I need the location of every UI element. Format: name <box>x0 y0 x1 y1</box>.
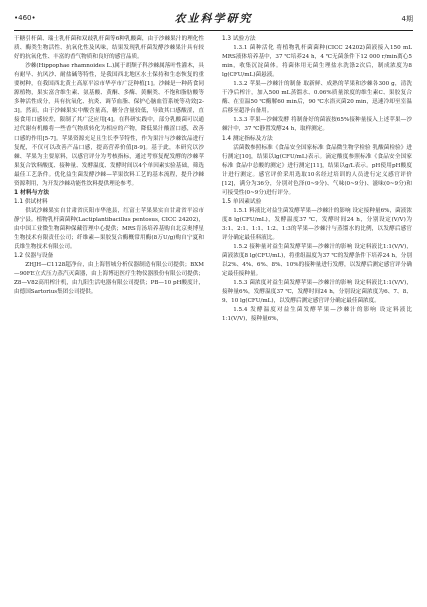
section-heading: 1 材料与方法 <box>14 189 50 196</box>
body-paragraph: 1.3.1 菌种活化 将植物乳杆菌菌种(CICC 24202)菌液接入150 mL MRS液体培养基中，37 ℃培养24 h，4 ℃无菌条件下12 000 r/min离心5 min，收集沉淀菌体。将菌体用无菌生理盐水洗涤2次后，制成浓度为8 lg(CFU/mL)菌悬液。 <box>222 45 412 79</box>
body-paragraph: 1.5.4 发酵温度对益生菌发酵苹果—沙棘汁的影响 设定料液比1:1(V/V)，接种量6%， <box>222 307 412 323</box>
subsection-heading: 1.2 仪器与设备 <box>14 253 54 260</box>
body-paragraph: 干糖引杆菌、瑞士乳杆菌和双歧乳杆菌等6种乳酸菌，由于沙棘果汁的理化性质、酶类生物活性、抗氧化性及风味，结果发现乳杆菌发酵沙棘果汁具有较好的抗氧化性、丰富的香气物质和良好的感官品质。 <box>14 36 204 61</box>
journal-title: 农业科学研究 <box>174 12 253 25</box>
body-paragraph: 活菌数参照标准《食品安全国家标准 食品微生物学检验 乳酸菌检验》进行测定[10]，结果以lg(CFU/mL)表示。滴定酸度参照标准《食品安全国家标准 食品中总酸的测定》进行测定[11]，结果以g/L表示。pH使用pH酸度计进行测定。感官评价采用选取10名经过培训的人员进行定义感官评价[12]，满分为36分，分别对色泽(0~9分)、气味(0~9分)、滋味(0~9分)和可接受性(0~9分)进行评分。 <box>222 144 412 196</box>
body-paragraph: 1.3.2 苹果—沙棘汁的制备 取新鲜、成熟的苹果和沙棘各300 g，清洗干净后榨汁，加入500 mL蒸馏水、0.06%质量浓度的维生素C、果胶复合酶、在室温50 ℃酶解60 min后，90 ℃水浴灭菌20 min，迅速冷却至室温后移至超净台备用。 <box>222 81 412 115</box>
page-number: •460• <box>14 14 36 22</box>
body-paragraph: 供试沙棘果实自甘肃省庆阳市华池县，红富士苹果果实自甘肃省平凉市静宁县。植物乳杆菌菌种(Lactiplantibacillus pentosus, CICC 24202)，由中国工业微生物菌种保藏管理中心提供；MRS肯汤培养基购自北京奥博星生物技术有限责任公司；纤维素—果胶复合酶概常用酶(8万U/g)购自宁夏和氏维生物技术有限公司。 <box>14 207 204 251</box>
issue-number: 4期 <box>401 15 413 23</box>
left-column <box>14 35 204 297</box>
subsection-heading: 1.1 供试材料 <box>14 198 48 205</box>
right-column <box>222 35 412 325</box>
body-paragraph: 1.3.3 苹果—沙棘发酵 将制备好的菌液按65%接种量接入上述苹果—沙棘汁中，37 ℃静置发酵24 h，取样测定。 <box>222 117 412 133</box>
subsection-heading: 1.3 试验方法 <box>222 36 256 42</box>
body-paragraph: 1.5.2 接种量对益生菌发酵苹果—沙棘汁的影响 设定料液比1:1(V/V)，菌液浓度8 lg(CFU/mL)，将重组温度为37 ℃的发酵条件下培养24 h，分别以2%、4%、6%、8%、10%的接种量进行发酵，以发酵后测定感官评分确定最佳接种量。 <box>222 244 412 278</box>
subsection-heading: 1.4 测定指标及方法 <box>222 135 273 142</box>
subsection-heading: 1.5 单因素试验 <box>222 198 262 205</box>
body-paragraph: 1.5.1 料液比对益生菌发酵苹果—沙棘汁的影响 设定接种量6%，菌液浓度8 lg(CFU/mL)，发酵温度37 ℃，发酵时间24 h，分别设定(V/V)为3:1、2:1、1:1、1:2、1:3的苹果—沙棘汁与蒸馏水的比例，以发酵后感官评分确定最佳料液比。 <box>222 207 412 242</box>
page-header <box>14 8 413 30</box>
body-paragraph: 1.5.3 菌浓度对益生菌发酵苹果—沙棘汁的影响 设定料液比1:1(V/V)，接种量6%，发酵温度37 ℃，发酵时间24 h，分别设定菌浓度为6、7、8、9、10 lg(CFU/mL)，以发酵后测定感官评分确定最佳菌浓度。 <box>222 280 412 305</box>
body-paragraph: 沙棘(Hippophae rhamnoides L.)属于胡颓子科沙棘属落叶性灌木，具有耐旱、抗风沙、耐盐碱等特性，是我国西北地区水土保持和生态恢复的重要树种，在我国西北黄土高原平凉市华亭市广泛种植[1]。沙棘是一种药食同源植物，果实富含维生素、氨基酸、黄酮、多酶、黄酮类、不饱和脂肪酸等多种活性成分，具有抗氧化、抗炎、调节血脂、保护心脑血管系统等功效[2-3]。然而，由于沙棘果实中酸含量高，糖分含量较低，导致其口感酸涩，直接食用口感较差，限制了其广泛应用[4]。在科研实践中，部分乳酸菌可以通过代谢有机酸将一些香气物质转化为相应的产物，降低果汁酸涩口感，改善口感的作用[5-7]。苹果资源充足且生长季节特性，作为果汁与沙棘饮品进行复配，不仅可以改善产品口感，提高营养价值[8-9]。基于此，本研究以沙棘、苹果为主要原料，以感官评分为考核指标，通过考察复配发酵的沙棘苹果复合饮料酸度、接种量、发酵温度、发酵时间以4个单因素实验基础，筛选最佳工艺条件。优化益生菌发酵沙棘—苹果饮料工艺的基本流程，提升沙棘资源利用，为开发沙棘功能性饮料提供理论参考。 <box>14 63 204 187</box>
body-paragraph: ZHJH—C1128超净台，由上海智城分析仪器制造有限公司提供；BXM—90FE立式压力蒸汽灭菌器，由上海博迅医疗生物仪器股份有限公司提供；Z8—V82高用榨汁机，由九阳生活电器有限公司提供；PB—10 pH酸度计，由德国Sartorius集团公司提供。 <box>14 262 204 296</box>
header-rule <box>14 30 413 31</box>
